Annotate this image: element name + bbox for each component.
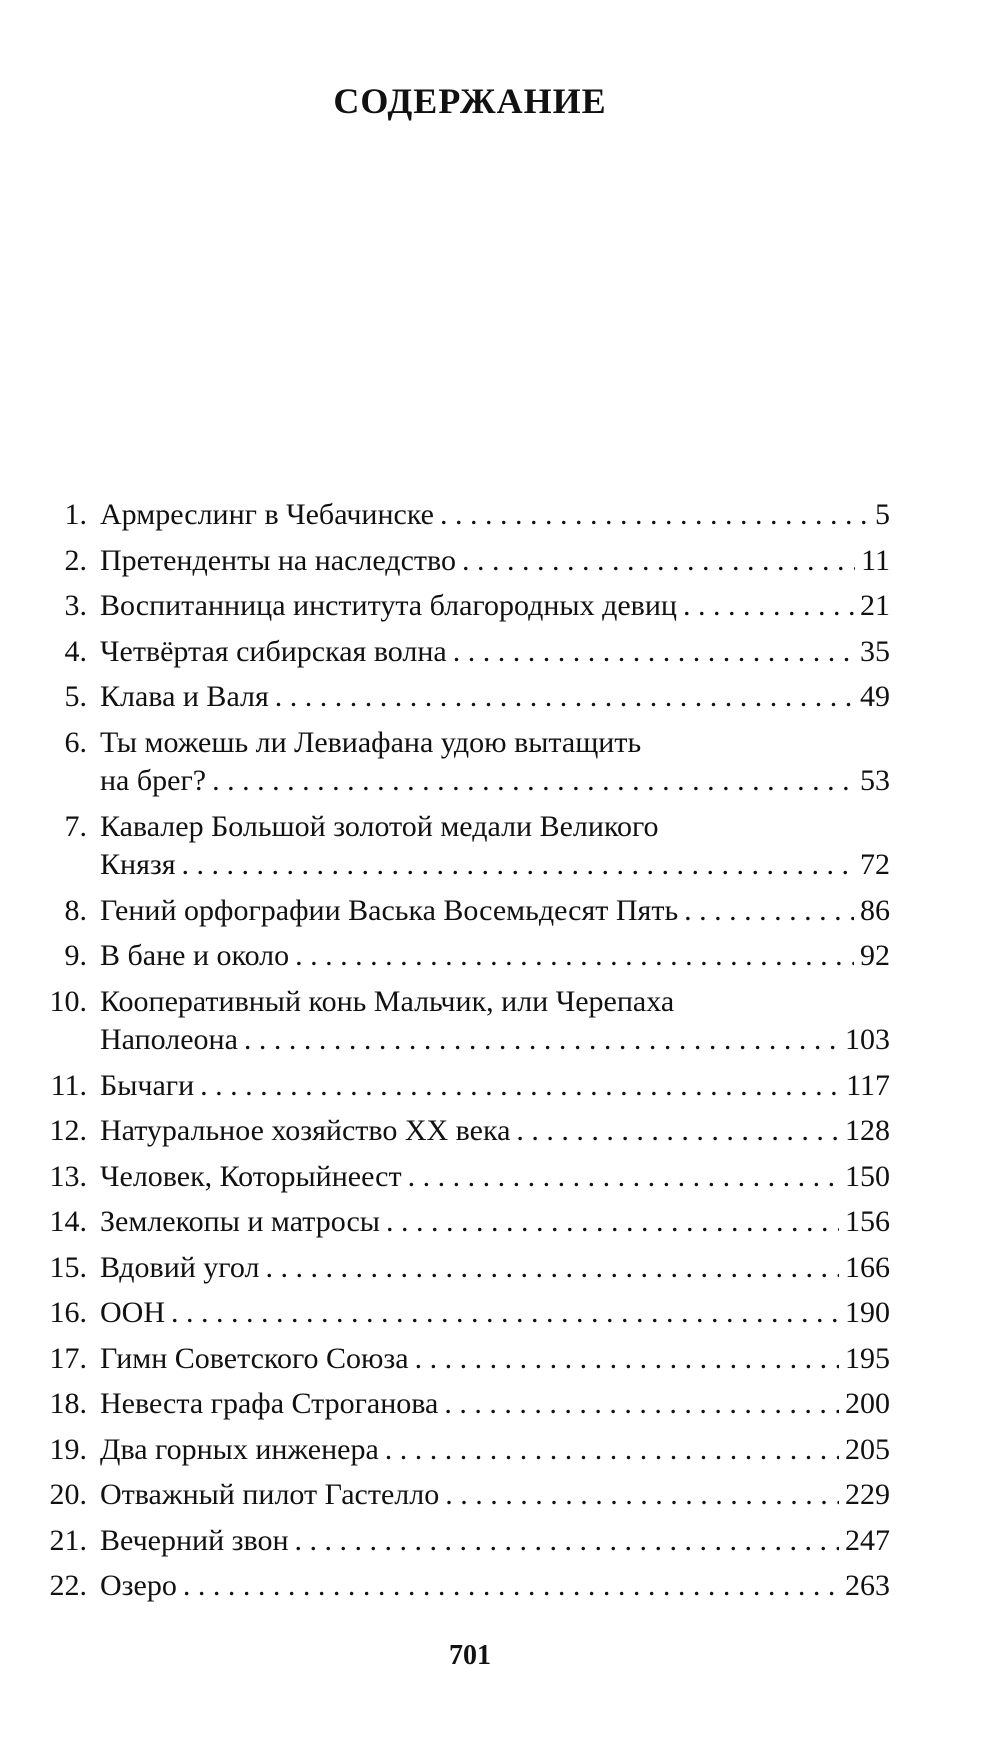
toc-entry-leader-line	[100, 680, 890, 714]
dot-leader	[684, 894, 854, 928]
toc-entry	[0, 1478, 1000, 1524]
toc-entry	[0, 939, 1000, 985]
dot-leader	[453, 635, 854, 669]
dot-leader	[212, 764, 854, 798]
toc-entry-title-line: Кавалер Большой золотой медали Великого	[100, 809, 659, 843]
toc-entry-page: 263	[845, 1569, 890, 1602]
toc-entry-title-line: Гений орфографии Васька Восемьдесят Пять	[100, 893, 679, 927]
toc-entry-number: 5.	[64, 680, 87, 713]
toc-entry-page: 195	[845, 1341, 890, 1375]
toc-entry-title-line: Отважный пилот Гастелло	[100, 1478, 440, 1511]
toc-entry-number: 16.	[49, 1296, 87, 1329]
toc-entry-title-line: В бане и около	[100, 939, 290, 972]
toc-entry-number: 12.	[49, 1114, 87, 1147]
toc-entry-leader-line	[100, 1251, 890, 1285]
dot-leader	[415, 1342, 839, 1376]
toc-entry-title-line: Озеро	[100, 1569, 177, 1602]
toc-entry-page: 5	[875, 498, 890, 531]
toc-entry	[0, 894, 1000, 940]
toc-entry-leader-line	[100, 1296, 890, 1330]
toc-entry-page: 128	[845, 1114, 890, 1147]
dot-leader	[444, 1387, 839, 1421]
toc-entry-number: 6.	[64, 725, 87, 759]
toc-entry-page: 205	[845, 1432, 890, 1466]
toc-entry-title-line: Ты можешь ли Левиафана удою вытащить	[100, 725, 642, 759]
toc-entry	[0, 1114, 1000, 1160]
toc-entry-leader-line	[100, 1342, 890, 1376]
toc-entry	[0, 1387, 1000, 1433]
page-title: СОДЕРЖАНИЕ	[333, 81, 607, 121]
toc-entry-number: 7.	[64, 809, 87, 843]
toc-entry-page: 156	[845, 1205, 890, 1238]
dot-leader	[244, 1023, 839, 1057]
toc-entry-leader-line	[100, 1023, 890, 1057]
toc-entry-title-line: на брег?	[100, 763, 207, 797]
toc-entry-number: 18.	[49, 1387, 87, 1420]
dot-leader	[171, 1296, 839, 1330]
toc-entry-leader-line	[100, 498, 890, 532]
table-of-contents	[0, 498, 1000, 1615]
toc-entry-page: 190	[845, 1296, 890, 1329]
toc-entry	[0, 1524, 1000, 1570]
toc-entry-leader-line	[100, 1478, 890, 1512]
toc-entry	[0, 1296, 1000, 1342]
toc-entry-leader-line	[100, 1387, 890, 1421]
toc-entry-number: 9.	[64, 939, 87, 972]
toc-entry-leader-line	[100, 1114, 890, 1148]
toc-entry-leader-line	[100, 1433, 890, 1467]
toc-entry-page: 103	[845, 1022, 890, 1056]
toc-entry-page: 49	[860, 680, 890, 713]
toc-entry-title-line: Четвёртая сибирская волна	[100, 634, 447, 668]
dot-leader	[275, 680, 854, 714]
toc-entry-page: 72	[860, 847, 890, 881]
toc-entry-title-line: Армреслинг в Чебачинске	[100, 498, 434, 531]
toc-entry	[0, 1251, 1000, 1297]
dot-leader	[516, 1114, 839, 1148]
toc-entry-leader-line	[100, 1069, 890, 1103]
toc-entry	[0, 1342, 1000, 1388]
toc-entry-page: 86	[860, 893, 890, 927]
toc-entry-title-line: ООН	[100, 1296, 165, 1329]
toc-entry	[0, 726, 1000, 810]
toc-entry-leader-line	[100, 848, 890, 882]
toc-entry-leader-line	[100, 894, 890, 928]
toc-entry-leader-line	[100, 1524, 890, 1558]
toc-entry-page: 247	[845, 1523, 890, 1557]
toc-entry-leader-line	[100, 1569, 890, 1603]
toc-entry-title-line: Вечерний звон	[100, 1523, 289, 1557]
toc-entry	[0, 985, 1000, 1069]
toc-entry	[0, 810, 1000, 894]
toc-entry-number: 19.	[49, 1432, 87, 1466]
toc-entry	[0, 544, 1000, 590]
toc-entry-title-line: Князя	[100, 847, 176, 881]
toc-entry-page: 21	[860, 589, 890, 622]
toc-entry-number: 1.	[64, 498, 87, 531]
toc-entry	[0, 589, 1000, 635]
toc-entry-page: 150	[845, 1159, 890, 1193]
toc-entry-leader-line	[100, 764, 890, 798]
toc-entry-title-line: Наполеона	[100, 1022, 238, 1056]
toc-entry-page: 166	[845, 1250, 890, 1284]
toc-entry-number: 22.	[49, 1569, 87, 1602]
dot-leader	[683, 589, 854, 623]
toc-entry-number: 21.	[49, 1523, 87, 1557]
toc-entry-leader-line	[100, 589, 890, 623]
toc-entry-page: 11	[861, 543, 890, 577]
toc-entry-number: 13.	[49, 1159, 87, 1193]
toc-entry-title-line: Клава и Валя	[100, 680, 269, 713]
dot-leader	[386, 1205, 839, 1239]
toc-entry	[0, 680, 1000, 726]
toc-entry-number: 10.	[49, 984, 87, 1018]
dot-leader	[462, 544, 855, 578]
toc-entry-title-line: Кооперативный конь Мальчик, или Черепаха	[100, 984, 675, 1018]
toc-entry-number: 11.	[50, 1068, 87, 1102]
toc-entry-title-line: Гимн Советского Союза	[100, 1341, 409, 1375]
toc-entry-title-line: Бычаги	[100, 1068, 195, 1102]
toc-entry-leader-line	[100, 635, 890, 669]
toc-entry-leader-line	[100, 1205, 890, 1239]
toc-entry-number: 8.	[64, 893, 87, 927]
toc-entry-number: 14.	[49, 1205, 87, 1238]
toc-entry-number: 2.	[64, 543, 87, 577]
toc-entry	[0, 498, 1000, 544]
toc-entry	[0, 1205, 1000, 1251]
dot-leader	[265, 1251, 839, 1285]
toc-entry-page: 229	[845, 1478, 890, 1511]
toc-entry	[0, 1569, 1000, 1615]
dot-leader	[440, 498, 869, 532]
dot-leader	[295, 1524, 839, 1558]
dot-leader	[182, 848, 854, 882]
toc-entry-number: 20.	[49, 1478, 87, 1511]
toc-entry-title-line: Воспитанница института благородных девиц	[100, 589, 677, 622]
page-number: 701	[449, 1640, 491, 1671]
dot-leader	[385, 1433, 839, 1467]
toc-entry-title-line: Невеста графа Строганова	[100, 1387, 439, 1420]
toc-entry-title-line: Натуральное хозяйство XX века	[100, 1114, 511, 1147]
toc-entry-page: 200	[845, 1387, 890, 1420]
toc-entry	[0, 1069, 1000, 1115]
dot-leader	[200, 1069, 840, 1103]
toc-entry-leader-line	[100, 939, 890, 973]
toc-entry	[0, 1160, 1000, 1206]
dot-leader	[183, 1569, 839, 1603]
dot-leader	[295, 939, 854, 973]
toc-entry-leader-line	[100, 544, 890, 578]
toc-entry-title-line: Два горных инженера	[100, 1432, 379, 1466]
toc-entry	[0, 1433, 1000, 1479]
toc-entry-number: 15.	[49, 1250, 87, 1284]
toc-entry-number: 17.	[49, 1341, 87, 1375]
toc-entry-page: 117	[846, 1068, 890, 1102]
toc-entry	[0, 635, 1000, 681]
toc-entry-page: 35	[860, 634, 890, 668]
toc-entry-title-line: Человек, Которыйнеест	[100, 1159, 402, 1193]
toc-entry-page: 53	[860, 763, 890, 797]
toc-entry-number: 4.	[64, 634, 87, 668]
toc-entry-leader-line	[100, 1160, 890, 1194]
toc-entry-title-line: Вдовий угол	[100, 1250, 260, 1284]
toc-entry-page: 92	[860, 939, 890, 972]
toc-entry-title-line: Землекопы и матросы	[100, 1205, 380, 1238]
dot-leader	[408, 1160, 839, 1194]
toc-entry-number: 3.	[64, 589, 87, 622]
dot-leader	[445, 1478, 839, 1512]
toc-entry-title-line: Претенденты на наследство	[100, 543, 456, 577]
